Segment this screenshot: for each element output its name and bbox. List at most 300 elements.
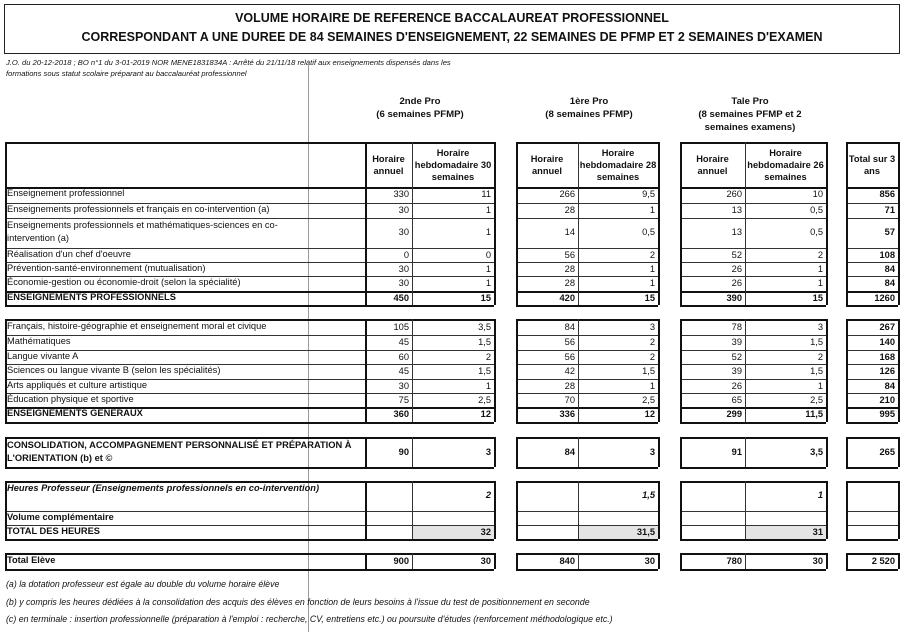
col-line <box>680 142 682 305</box>
table-cell <box>365 525 412 539</box>
row-line <box>5 276 365 277</box>
table-cell: 108 <box>879 250 895 260</box>
section-top-line <box>516 437 658 439</box>
section-top-line <box>5 481 365 483</box>
table-cell: 1 <box>817 264 823 274</box>
col-line <box>516 481 518 539</box>
row-line <box>680 569 826 571</box>
col-line <box>745 319 746 422</box>
table-cell: 3 <box>485 447 491 457</box>
table-cell: 140 <box>879 337 895 347</box>
row-line <box>365 511 494 512</box>
row-line <box>516 187 658 189</box>
table-cell: 2 <box>649 337 655 347</box>
row-line <box>5 187 365 189</box>
section-top-line <box>846 319 898 321</box>
row-line <box>516 276 658 277</box>
header-top-line <box>5 142 365 144</box>
row-line <box>5 262 365 263</box>
row-line <box>5 291 365 293</box>
row-line <box>680 467 826 469</box>
page-title: VOLUME HORAIRE DE REFERENCE BACCALAUREAT PROFESSIONNEL <box>235 11 669 25</box>
table-cell: 900 <box>393 556 409 566</box>
row-label <box>5 320 365 335</box>
table-cell: 0,5 <box>810 205 823 215</box>
table-cell: 11,5 <box>805 409 823 419</box>
table-cell: 0,5 <box>642 227 655 237</box>
table-cell: 9,5 <box>642 189 655 199</box>
header-top-line <box>516 142 658 144</box>
table-cell: 28 <box>564 264 575 274</box>
table-cell: 26 <box>731 381 742 391</box>
section-top-line <box>846 481 898 483</box>
table-cell: 3,5 <box>478 322 491 332</box>
row-line <box>846 218 898 219</box>
table-cell: 3 <box>649 322 655 332</box>
table-cell: 30 <box>398 205 409 215</box>
row-line <box>846 511 898 512</box>
table-cell: 30 <box>812 556 823 566</box>
col-line <box>365 481 367 539</box>
row-line <box>846 291 898 293</box>
table-cell: 1 <box>649 278 655 288</box>
row-line <box>846 350 898 351</box>
col-line <box>826 481 828 539</box>
table-cell: 28 <box>564 381 575 391</box>
header-top-line <box>680 142 826 144</box>
table-cell: 52 <box>731 250 742 260</box>
col-line <box>680 481 682 539</box>
row-line <box>365 379 494 380</box>
level-header-1 <box>345 95 495 121</box>
row-line <box>516 203 658 204</box>
table-cell <box>365 511 412 525</box>
row-line <box>846 248 898 249</box>
row-line <box>5 467 365 469</box>
table-cell: 1 <box>649 205 655 215</box>
col-line <box>680 437 682 467</box>
row-line <box>846 422 898 424</box>
row-line <box>516 393 658 394</box>
table-cell: 39 <box>731 366 742 376</box>
table-cell: 856 <box>879 189 895 199</box>
row-label <box>5 481 365 510</box>
row-line <box>516 467 658 469</box>
col-line <box>745 437 746 467</box>
table-cell: 1,5 <box>810 337 823 347</box>
col-line <box>658 553 660 569</box>
table-cell: 84 <box>564 322 575 332</box>
row-line <box>516 407 658 409</box>
row-label-text: ENSEIGNEMENTS PROFESSIONNELS <box>7 292 176 302</box>
col-line <box>494 437 496 467</box>
row-line <box>365 467 494 469</box>
row-label-text: Enseignements professionnels et mathématiques-sciences en co- <box>7 220 278 230</box>
row-line <box>365 291 494 293</box>
col-line <box>365 319 367 422</box>
header-weekly-3: Horaire hebdomadaire 26 semaines <box>747 147 824 182</box>
row-line <box>365 276 494 277</box>
table-cell: 12 <box>644 409 655 419</box>
col-line <box>846 481 848 539</box>
row-line <box>680 525 826 526</box>
table-cell: 1,5 <box>810 366 823 376</box>
row-line <box>680 539 826 541</box>
section-top-line <box>680 481 826 483</box>
table-cell: 45 <box>398 366 409 376</box>
table-cell: 1260 <box>874 293 895 303</box>
table-cell: 267 <box>879 322 895 332</box>
table-cell: 1 <box>485 278 491 288</box>
row-line <box>680 218 826 219</box>
col-line <box>658 481 660 539</box>
table-cell: 13 <box>731 227 742 237</box>
row-label <box>5 262 365 276</box>
section-top-line <box>5 553 365 555</box>
row-line <box>5 335 365 336</box>
row-line <box>516 511 658 512</box>
table-cell: 330 <box>393 189 409 199</box>
table-cell: 84 <box>884 381 895 391</box>
row-line <box>846 569 898 571</box>
row-line <box>846 203 898 204</box>
table-cell: 1,5 <box>478 337 491 347</box>
table-cell: 266 <box>559 189 575 199</box>
row-label <box>5 554 365 569</box>
table-cell: 210 <box>879 395 895 405</box>
table-cell: 1 <box>485 381 491 391</box>
row-line <box>846 305 898 307</box>
row-label <box>5 248 365 262</box>
row-line <box>680 335 826 336</box>
row-label-text: Volume complémentaire <box>7 512 114 522</box>
level-pfmp: (6 semaines PFMP) <box>376 109 464 120</box>
row-line <box>365 218 494 219</box>
table-cell: 840 <box>559 556 575 566</box>
row-label-text: CONSOLIDATION, ACCOMPAGNEMENT PERSONNALISÉ ET PRÉPARATION À <box>7 440 352 450</box>
col-line <box>826 319 828 422</box>
table-cell: 3 <box>649 447 655 457</box>
level-header-3 <box>665 95 835 134</box>
row-line <box>516 335 658 336</box>
table-cell: 2,5 <box>810 395 823 405</box>
row-label <box>5 364 365 379</box>
col-line <box>578 319 579 422</box>
table-cell: 3,5 <box>810 447 823 457</box>
col-line <box>578 481 579 539</box>
level-pfmp: (8 semaines PFMP et 2 <box>698 109 802 120</box>
row-line <box>365 569 494 571</box>
col-line <box>826 553 828 569</box>
row-line <box>846 393 898 394</box>
table-cell: 0 <box>485 250 491 260</box>
row-line <box>516 569 658 571</box>
table-cell: 90 <box>398 447 409 457</box>
row-line <box>365 350 494 351</box>
section-top-line <box>365 437 494 439</box>
table-cell: 30 <box>398 381 409 391</box>
table-cell: 2 <box>649 352 655 362</box>
col-line <box>5 142 7 305</box>
row-line <box>5 539 365 541</box>
row-line <box>680 262 826 263</box>
table-cell: 299 <box>726 409 742 419</box>
table-cell: 1 <box>817 381 823 391</box>
table-cell: 2 <box>485 352 491 362</box>
table-cell: 260 <box>726 189 742 199</box>
table-cell: 2 <box>817 250 823 260</box>
table-cell: 336 <box>559 409 575 419</box>
row-line <box>365 262 494 263</box>
col-line <box>898 319 900 422</box>
table-cell: 31,5 <box>636 527 655 537</box>
row-line <box>680 511 826 512</box>
table-cell: 3 <box>817 322 823 332</box>
row-line <box>846 539 898 541</box>
table-cell: 71 <box>884 205 895 215</box>
table-cell: 84 <box>564 447 575 457</box>
row-label <box>5 203 365 218</box>
col-line <box>578 142 579 305</box>
table-cell: 57 <box>884 227 895 237</box>
table-cell <box>516 525 578 539</box>
row-label <box>5 525 365 539</box>
page-subtitle: CORRESPONDANT A UNE DUREE DE 84 SEMAINES D'ENSEIGNEMENT, 22 SEMAINES DE PFMP ET 2 SEMAINES D'EXAMEN <box>81 30 823 44</box>
col-line <box>5 319 7 422</box>
row-label <box>5 407 365 422</box>
table-cell: 1 <box>485 227 491 237</box>
col-line <box>5 437 7 467</box>
table-cell: 70 <box>564 395 575 405</box>
row-line <box>516 539 658 541</box>
row-label <box>5 350 365 364</box>
table-cell: 26 <box>731 264 742 274</box>
row-label-text: Économie-gestion ou économie-droit (selon la spécialité) <box>7 277 241 287</box>
table-cell: 0,5 <box>810 227 823 237</box>
col-line <box>745 553 746 569</box>
section-top-line <box>846 553 898 555</box>
col-line <box>846 553 848 569</box>
row-label <box>5 218 365 247</box>
table-cell: 0 <box>403 250 409 260</box>
section-top-line <box>365 553 494 555</box>
row-line <box>680 422 826 424</box>
row-label-text: Éducation physique et sportive <box>7 394 134 404</box>
table-cell: 84 <box>884 278 895 288</box>
row-line <box>365 187 494 189</box>
table-cell: 91 <box>731 447 742 457</box>
table-cell: 450 <box>393 293 409 303</box>
row-line <box>680 248 826 249</box>
row-line <box>5 248 365 249</box>
table-cell: 2 <box>817 352 823 362</box>
row-line <box>680 350 826 351</box>
row-line <box>846 262 898 263</box>
row-line <box>365 393 494 394</box>
row-label-text: Français, histoire-géographie et enseignement moral et civique <box>7 321 267 331</box>
table-cell: 39 <box>731 337 742 347</box>
header-annual-1: Horaire annuel <box>372 153 405 176</box>
table-cell: 56 <box>564 337 575 347</box>
table-cell: 12 <box>480 409 491 419</box>
col-line <box>5 481 7 539</box>
col-line <box>898 553 900 569</box>
row-line <box>846 407 898 409</box>
row-label <box>5 393 365 407</box>
row-line <box>365 407 494 409</box>
section-top-line <box>846 437 898 439</box>
section-top-line <box>516 481 658 483</box>
row-line <box>5 525 365 526</box>
row-line <box>5 305 365 307</box>
row-line <box>365 364 494 365</box>
level-pfmp: (8 semaines PFMP) <box>545 109 633 120</box>
row-line <box>5 511 365 512</box>
table-cell: 2,5 <box>642 395 655 405</box>
col-line <box>516 319 518 422</box>
col-line <box>494 481 496 539</box>
row-label-text: Langue vivante A <box>7 351 79 361</box>
row-label-text: Sciences ou langue vivante B (selon les spécialités) <box>7 365 221 375</box>
row-line <box>365 335 494 336</box>
row-line <box>516 364 658 365</box>
row-line <box>846 335 898 336</box>
row-label-text: Enseignements professionnels et français en co-intervention (a) <box>7 204 270 214</box>
table-cell: 30 <box>398 264 409 274</box>
col-line <box>412 142 413 305</box>
row-line <box>516 422 658 424</box>
table-cell: 56 <box>564 352 575 362</box>
row-label <box>5 438 365 467</box>
table-cell <box>680 511 745 525</box>
table-cell: 265 <box>879 447 895 457</box>
table-cell: 1,5 <box>478 366 491 376</box>
row-line <box>5 569 365 571</box>
row-line <box>516 262 658 263</box>
table-cell: 52 <box>731 352 742 362</box>
row-line <box>516 379 658 380</box>
section-top-line <box>5 437 365 439</box>
table-cell: 1 <box>817 490 823 500</box>
table-cell: 995 <box>879 409 895 419</box>
row-label-text: TOTAL DES HEURES <box>7 526 100 536</box>
table-cell: 65 <box>731 395 742 405</box>
col-line <box>658 142 660 305</box>
row-line <box>680 187 826 189</box>
table-cell: 126 <box>879 366 895 376</box>
col-line <box>5 553 7 569</box>
row-label <box>5 187 365 202</box>
row-line <box>365 525 494 526</box>
col-line <box>745 142 746 305</box>
section-top-line <box>365 481 494 483</box>
row-line <box>5 393 365 394</box>
table-cell: 2 520 <box>871 556 895 566</box>
header-top-line <box>846 142 898 144</box>
row-line <box>365 305 494 307</box>
col-line <box>494 553 496 569</box>
reference-line-2: formations sous statut scolaire préparant au baccalauréat professionnel <box>6 69 247 78</box>
row-line <box>680 203 826 204</box>
col-line <box>412 481 413 539</box>
row-label-text: ENSEIGNEMENTS GÉNÉRAUX <box>7 408 143 418</box>
row-line <box>365 203 494 204</box>
row-line <box>680 276 826 277</box>
row-line <box>680 379 826 380</box>
col-line <box>516 142 518 305</box>
col-line <box>658 437 660 467</box>
row-line <box>680 364 826 365</box>
row-line <box>680 305 826 307</box>
col-line <box>898 142 900 305</box>
footnote-a: (a) la dotation professeur est égale au double du volume horaire élève <box>6 579 280 589</box>
col-line <box>365 142 367 305</box>
table-cell: 2,5 <box>478 395 491 405</box>
row-label <box>5 379 365 393</box>
row-line <box>516 305 658 307</box>
col-line <box>365 437 367 467</box>
table-cell: 390 <box>726 293 742 303</box>
row-line <box>516 350 658 351</box>
row-line <box>5 350 365 351</box>
row-line <box>5 203 365 204</box>
col-line <box>898 481 900 539</box>
table-cell <box>846 511 898 525</box>
table-cell: 75 <box>398 395 409 405</box>
table-cell <box>846 525 898 539</box>
table-cell: 30 <box>398 278 409 288</box>
row-line <box>516 291 658 293</box>
level-name: 1ère Pro <box>569 96 609 107</box>
table-cell: 2 <box>649 250 655 260</box>
row-line <box>5 422 365 424</box>
col-line <box>578 553 579 569</box>
table-cell: 11 <box>481 189 491 199</box>
table-cell: 780 <box>726 556 742 566</box>
table-cell: 168 <box>879 352 895 362</box>
col-line <box>658 319 660 422</box>
row-label-text-2: intervention (a) <box>7 233 70 243</box>
section-top-line <box>365 319 494 321</box>
row-label <box>5 511 365 525</box>
table-cell: 13 <box>731 205 742 215</box>
col-line <box>516 553 518 569</box>
level-name: 2nde Pro <box>399 96 441 107</box>
row-label-text: Heures Professeur (Enseignements professionnels en co-intervention) <box>7 483 320 493</box>
row-label <box>5 291 365 305</box>
table-cell: 420 <box>559 293 575 303</box>
table-cell: 105 <box>393 322 409 332</box>
col-line <box>412 319 413 422</box>
title-box <box>4 4 900 54</box>
row-label-text: Enseignement professionnel <box>7 188 125 198</box>
row-label-text: Réalisation d'un chef d'oeuvre <box>7 249 131 259</box>
table-cell: 45 <box>398 337 409 347</box>
row-line <box>846 364 898 365</box>
row-line <box>680 393 826 394</box>
table-cell: 15 <box>480 293 491 303</box>
col-line <box>898 437 900 467</box>
table-cell: 42 <box>564 366 575 376</box>
col-line <box>846 437 848 467</box>
table-cell: 1 <box>485 264 491 274</box>
table-cell: 32 <box>480 527 491 537</box>
footnote-b: (b) y compris les heures dédiées à la consolidation des acquis des élèves en fonction de leurs besoins à l'issue du test de positionnement en seconde <box>6 597 590 607</box>
footnote-c: (c) en terminale : insertion professionnelle (préparation à l'emploi : recherche, CV, entretiens etc.) ou poursuite d'études (renforcement méthodologique etc.) <box>6 614 613 624</box>
row-line <box>5 407 365 409</box>
reference-line-1: J.O. du 20-12-2018 ; BO n°1 du 3-01-2019 NOR MENE1831834A : Arrêté du 21/11/18 relatif aux enseignements dispensés dans les <box>6 58 451 67</box>
table-cell: 2 <box>485 490 491 500</box>
